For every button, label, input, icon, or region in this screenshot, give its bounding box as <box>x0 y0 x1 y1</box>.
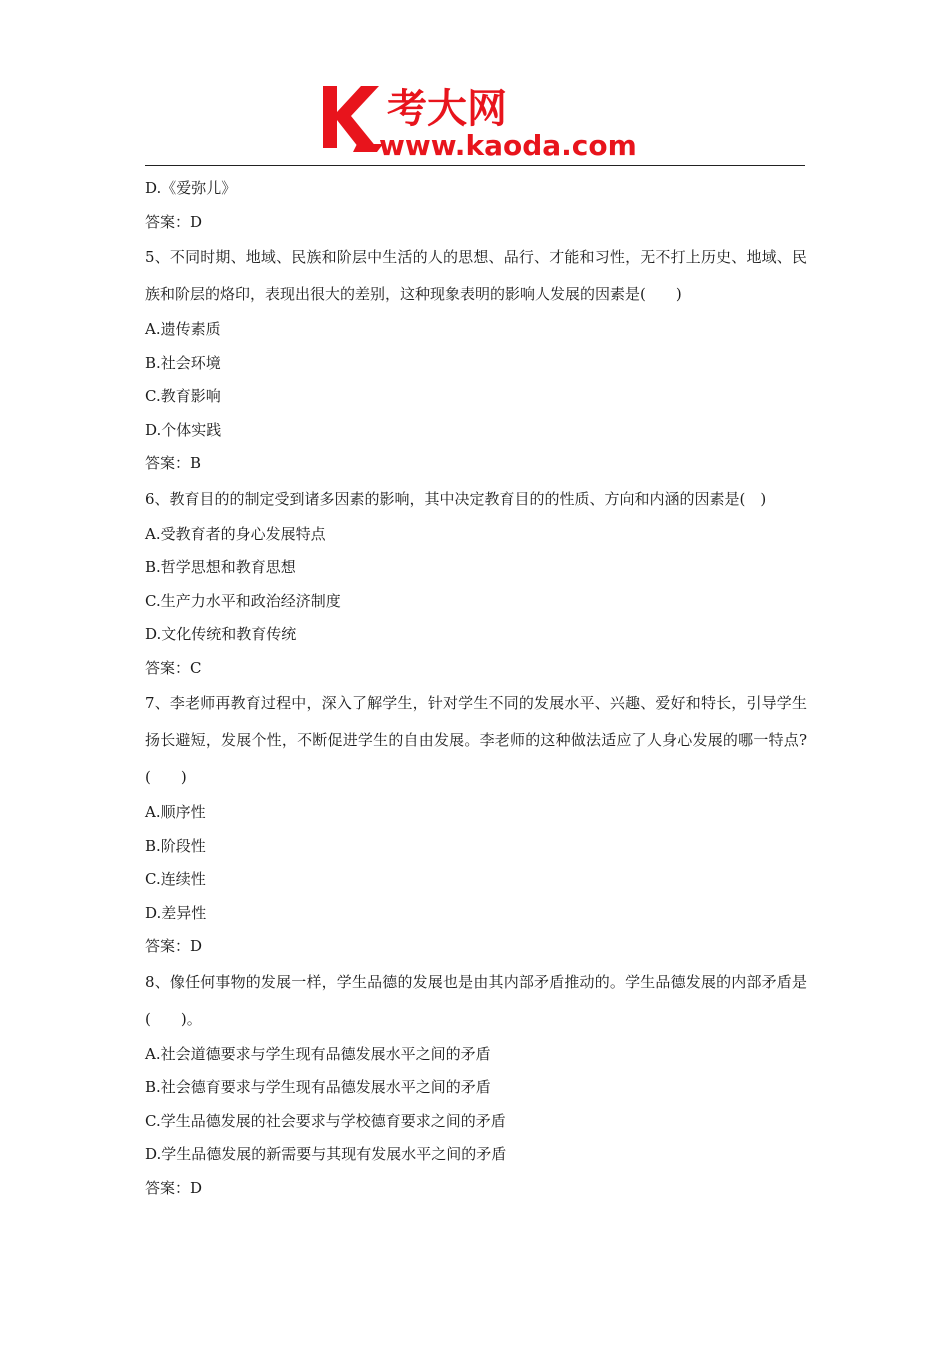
option-a: A.遗传素质 <box>145 320 221 338</box>
question-5 <box>145 239 807 481</box>
option-b: B.社会环境 <box>145 353 221 372</box>
kaoda-logo-graphic <box>317 78 647 160</box>
option-d: D.个体实践 <box>145 420 222 439</box>
q4-option-d: D.《爱弥儿》 <box>145 179 237 197</box>
logo-url-text: www.kaoda.com <box>379 129 637 160</box>
question-7 <box>145 685 807 964</box>
q4-answer: 答案：D <box>145 212 203 231</box>
option-c: C.教育影响 <box>145 387 221 405</box>
option-a: A.社会道德要求与学生现有品德发展水平之间的矛盾 <box>145 1044 491 1063</box>
question-stem: 6、教育目的的制定受到诸多因素的影响，其中决定教育目的的性质、方向和内涵的因素是( ) <box>145 489 767 508</box>
logo-chinese-text: 考大网 <box>387 86 507 132</box>
option-b: B.阶段性 <box>145 836 206 855</box>
option-c: C.学生品德发展的社会要求与学校德育要求之间的矛盾 <box>145 1111 506 1130</box>
option-c: C.生产力水平和政治经济制度 <box>145 591 341 610</box>
k-mark-icon <box>323 86 383 152</box>
option-c: C.连续性 <box>145 870 206 888</box>
question-stem: 5、不同时期、地域、民族和阶层中生活的人的思想、品行、才能和习性，无不打上历史、地域、民族和阶层的烙印，表现出很大的差别，这种现象表明的影响人发展的因素是( ) <box>145 248 807 303</box>
question-stem: 8、像任何事物的发展一样，学生品德的发展也是由其内部矛盾推动的。学生品德发展的内部矛盾是( )。 <box>145 972 807 1028</box>
answer: 答案：C <box>145 658 202 677</box>
question-stem: 7、李老师再教育过程中，深入了解学生，针对学生不同的发展水平、兴趣、爱好和特长，引导学生扬长避短，发展个性，不断促进学生的自由发展。李老师的这种做法适应了人身心发展的哪一特点?( ) <box>145 694 807 786</box>
option-d: D.文化传统和教育传统 <box>145 625 297 643</box>
answer: 答案：D <box>145 937 203 955</box>
option-b: B.社会德育要求与学生现有品德发展水平之间的矛盾 <box>145 1078 491 1096</box>
question-8 <box>145 964 807 1206</box>
answer: 答案：B <box>145 454 202 472</box>
kaoda-logo <box>317 78 647 160</box>
option-a: A.受教育者的身心发展特点 <box>145 524 326 543</box>
header-divider <box>145 165 805 166</box>
option-d: D.学生品德发展的新需要与其现有发展水平之间的矛盾 <box>145 1145 507 1163</box>
question-6 <box>145 481 807 686</box>
answer: 答案：D <box>145 1178 203 1197</box>
option-d: D.差异性 <box>145 903 207 922</box>
page-header <box>145 78 805 166</box>
option-b: B.哲学思想和教育思想 <box>145 558 296 576</box>
option-a: A.顺序性 <box>145 803 206 821</box>
document-body <box>145 172 807 1205</box>
